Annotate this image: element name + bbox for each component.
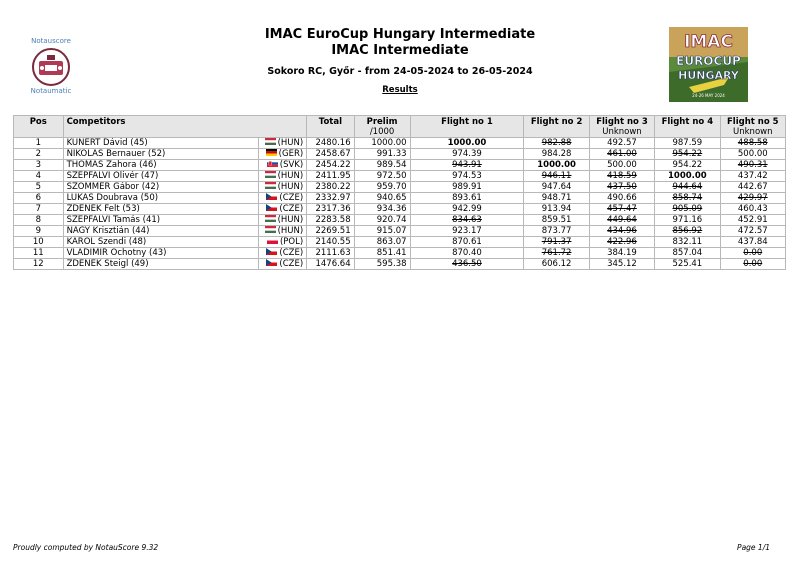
cell-flight-2: 859.51: [524, 215, 589, 226]
cell-country: [258, 204, 307, 215]
cell-flight-3: 384.19: [589, 248, 654, 259]
country-code: (HUN): [277, 226, 304, 236]
cell-country: [258, 138, 307, 149]
cell-competitor-name: THOMAS Zahora (46): [63, 160, 258, 171]
cell-total: 2458.67: [307, 149, 354, 160]
cell-prelim: 915.07: [354, 226, 410, 237]
cell-total: 2140.55: [307, 237, 354, 248]
page-subtitle: IMAC Intermediate: [331, 43, 469, 58]
cell-flight-2: 946.11: [524, 171, 589, 182]
col-flight-1: Flight no 1: [410, 116, 524, 138]
cell-total: 2317.36: [307, 204, 354, 215]
cell-total: 2269.51: [307, 226, 354, 237]
cell-flight-2: 982.88: [524, 138, 589, 149]
cell-flight-3: 434.96: [589, 226, 654, 237]
table-row: [14, 149, 786, 160]
svg-text:EUROCUP: EUROCUP: [676, 54, 741, 68]
cell-flight-3: 437.50: [589, 182, 654, 193]
col-prelim: Prelim /1000: [354, 116, 410, 138]
cell-competitor-name: KAROL Szendi (48): [63, 237, 258, 248]
table-row: [14, 204, 786, 215]
cell-prelim: 991.33: [354, 149, 410, 160]
country-code: (SVK): [279, 160, 304, 170]
cell-competitor-name: NAGY Krisztián (44): [63, 226, 258, 237]
cell-competitor-name: ZDENEK Steigl (49): [63, 259, 258, 270]
cell-prelim: 863.07: [354, 237, 410, 248]
cell-country: [258, 149, 307, 160]
cell-flight-5: 452.91: [720, 215, 785, 226]
cell-prelim: 959.70: [354, 182, 410, 193]
cell-pos: 11: [14, 248, 64, 259]
cell-flight-2: 761.72: [524, 248, 589, 259]
table-row: [14, 138, 786, 149]
cell-prelim: 851.41: [354, 248, 410, 259]
table-row: [14, 160, 786, 171]
cell-flight-1: 834.63: [410, 215, 524, 226]
cell-prelim: 972.50: [354, 171, 410, 182]
cell-country: [258, 182, 307, 193]
cell-total: 2332.97: [307, 193, 354, 204]
table-row: [14, 248, 786, 259]
cell-flight-1: 436.50: [410, 259, 524, 270]
cell-flight-4: 954.22: [655, 149, 720, 160]
table-row: [14, 237, 786, 248]
cell-country: [258, 215, 307, 226]
cell-flight-3: 500.00: [589, 160, 654, 171]
cell-flight-5: 472.57: [720, 226, 785, 237]
cell-flight-5: 429.97: [720, 193, 785, 204]
table-row: [14, 226, 786, 237]
cell-flight-5: 0.00: [720, 259, 785, 270]
results-table: [13, 115, 786, 270]
page-title: IMAC EuroCup Hungary Intermediate: [264, 27, 536, 42]
cell-country: [258, 171, 307, 182]
cell-flight-4: 987.59: [655, 138, 720, 149]
cell-flight-3: 345.12: [589, 259, 654, 270]
cell-pos: 10: [14, 237, 64, 248]
cell-flight-1: 1000.00: [410, 138, 524, 149]
country-code: (HUN): [277, 138, 304, 148]
cell-flight-2: 791.37: [524, 237, 589, 248]
col-competitors: Competitors: [63, 116, 307, 138]
table-header-row: [14, 116, 786, 138]
cell-pos: 12: [14, 259, 64, 270]
country-code: (HUN): [277, 215, 304, 225]
cell-flight-5: 488.58: [720, 138, 785, 149]
cell-flight-2: 1000.00: [524, 160, 589, 171]
cell-competitor-name: LUKAS Doubrava (50): [63, 193, 258, 204]
cell-flight-1: 942.99: [410, 204, 524, 215]
cell-country: [258, 193, 307, 204]
cell-total: 2480.16: [307, 138, 354, 149]
cell-flight-2: 947.64: [524, 182, 589, 193]
cell-pos: 3: [14, 160, 64, 171]
country-code: (CZE): [279, 193, 304, 203]
cell-flight-5: 442.67: [720, 182, 785, 193]
cell-pos: 6: [14, 193, 64, 204]
cell-country: [258, 237, 307, 248]
country-code: (CZE): [279, 204, 304, 214]
cell-flight-4: 857.04: [655, 248, 720, 259]
cell-country: [258, 226, 307, 237]
cell-country: [258, 259, 307, 270]
svg-text:HUNGARY: HUNGARY: [678, 69, 739, 82]
cell-prelim: 934.36: [354, 204, 410, 215]
logo-bottom-text: Notaumatic: [30, 87, 72, 95]
cell-total: 2411.95: [307, 171, 354, 182]
cell-flight-3: 492.57: [589, 138, 654, 149]
cell-flight-2: 913.94: [524, 204, 589, 215]
table-row: [14, 215, 786, 226]
cell-country: [258, 248, 307, 259]
cell-pos: 9: [14, 226, 64, 237]
cell-flight-4: 905.09: [655, 204, 720, 215]
logo-top-text: Notauscore: [31, 37, 71, 45]
cell-total: 1476.64: [307, 259, 354, 270]
cell-flight-3: 461.00: [589, 149, 654, 160]
svg-text:IMAC: IMAC: [684, 32, 733, 52]
table-row: [14, 193, 786, 204]
cell-flight-4: 525.41: [655, 259, 720, 270]
country-code: (CZE): [279, 248, 304, 258]
col-flight-4: Flight no 4: [655, 116, 720, 138]
cell-pos: 1: [14, 138, 64, 149]
col-flight-5: Flight no 5 Unknown: [720, 116, 785, 138]
cell-flight-4: 1000.00: [655, 171, 720, 182]
cell-flight-3: 490.66: [589, 193, 654, 204]
cell-flight-5: 490.31: [720, 160, 785, 171]
cell-flight-1: 974.53: [410, 171, 524, 182]
cell-pos: 7: [14, 204, 64, 215]
cell-flight-3: 457.47: [589, 204, 654, 215]
cell-flight-2: 873.77: [524, 226, 589, 237]
country-code: (GER): [278, 149, 304, 159]
country-code: (HUN): [277, 171, 304, 181]
cell-competitor-name: NIKOLAS Bernauer (52): [63, 149, 258, 160]
country-code: (HUN): [277, 182, 304, 192]
cell-prelim: 920.74: [354, 215, 410, 226]
cell-pos: 5: [14, 182, 64, 193]
cell-total: 2380.22: [307, 182, 354, 193]
cell-flight-3: 422.96: [589, 237, 654, 248]
table-row: [14, 182, 786, 193]
cell-flight-1: 870.61: [410, 237, 524, 248]
cell-prelim: 989.54: [354, 160, 410, 171]
cell-flight-5: 437.84: [720, 237, 785, 248]
cell-flight-1: 870.40: [410, 248, 524, 259]
cell-flight-1: 989.91: [410, 182, 524, 193]
results-heading: Results: [382, 85, 418, 95]
cell-prelim: 595.38: [354, 259, 410, 270]
cell-flight-4: 954.22: [655, 160, 720, 171]
cell-flight-5: 437.42: [720, 171, 785, 182]
col-flight-3: Flight no 3 Unknown: [589, 116, 654, 138]
cell-total: 2111.63: [307, 248, 354, 259]
col-flight-2: Flight no 2: [524, 116, 589, 138]
col-total: Total: [307, 116, 354, 138]
col-pos: Pos: [14, 116, 64, 138]
cell-flight-1: 893.61: [410, 193, 524, 204]
country-code: (POL): [279, 237, 304, 247]
cell-competitor-name: SZÉPFALVI Tamás (41): [63, 215, 258, 226]
table-row: [14, 259, 786, 270]
svg-text:24-26 MAY 2024: 24-26 MAY 2024: [692, 93, 725, 98]
cell-total: 2454.22: [307, 160, 354, 171]
cell-competitor-name: VLADIMIR Ochotny (43): [63, 248, 258, 259]
cell-flight-4: 858.74: [655, 193, 720, 204]
cell-competitor-name: KUNERT Dávid (45): [63, 138, 258, 149]
cell-prelim: 940.65: [354, 193, 410, 204]
cell-flight-5: 0.00: [720, 248, 785, 259]
cell-flight-4: 944.64: [655, 182, 720, 193]
cell-competitor-name: SZÉPFALVI Olivér (47): [63, 171, 258, 182]
cell-pos: 4: [14, 171, 64, 182]
eurocup-hungary-logo: [669, 27, 748, 102]
cell-flight-2: 606.12: [524, 259, 589, 270]
footer-page-number: Page 1/1: [737, 543, 770, 552]
footer-credit: Proudly computed by NotauScore 9.32: [13, 543, 159, 552]
cell-pos: 8: [14, 215, 64, 226]
cell-prelim: 1000.00: [354, 138, 410, 149]
cell-pos: 2: [14, 149, 64, 160]
cell-country: [258, 160, 307, 171]
cell-flight-4: 971.16: [655, 215, 720, 226]
cell-flight-2: 984.28: [524, 149, 589, 160]
cell-flight-5: 460.43: [720, 204, 785, 215]
cell-flight-4: 856.92: [655, 226, 720, 237]
cell-competitor-name: SZOMMER Gábor (42): [63, 182, 258, 193]
country-code: (CZE): [279, 259, 304, 269]
table-row: [14, 171, 786, 182]
cell-flight-4: 832.11: [655, 237, 720, 248]
cell-total: 2283.58: [307, 215, 354, 226]
cell-competitor-name: ZDENEK Felt (53): [63, 204, 258, 215]
cell-flight-1: 923.17: [410, 226, 524, 237]
cell-flight-1: 974.39: [410, 149, 524, 160]
venue-line: Sokoro RC, Győr - from 24-05-2024 to 26-05-2024: [267, 66, 533, 77]
cell-flight-3: 449.64: [589, 215, 654, 226]
cell-flight-3: 418.59: [589, 171, 654, 182]
cell-flight-2: 948.71: [524, 193, 589, 204]
cell-flight-1: 943.91: [410, 160, 524, 171]
cell-flight-5: 500.00: [720, 149, 785, 160]
